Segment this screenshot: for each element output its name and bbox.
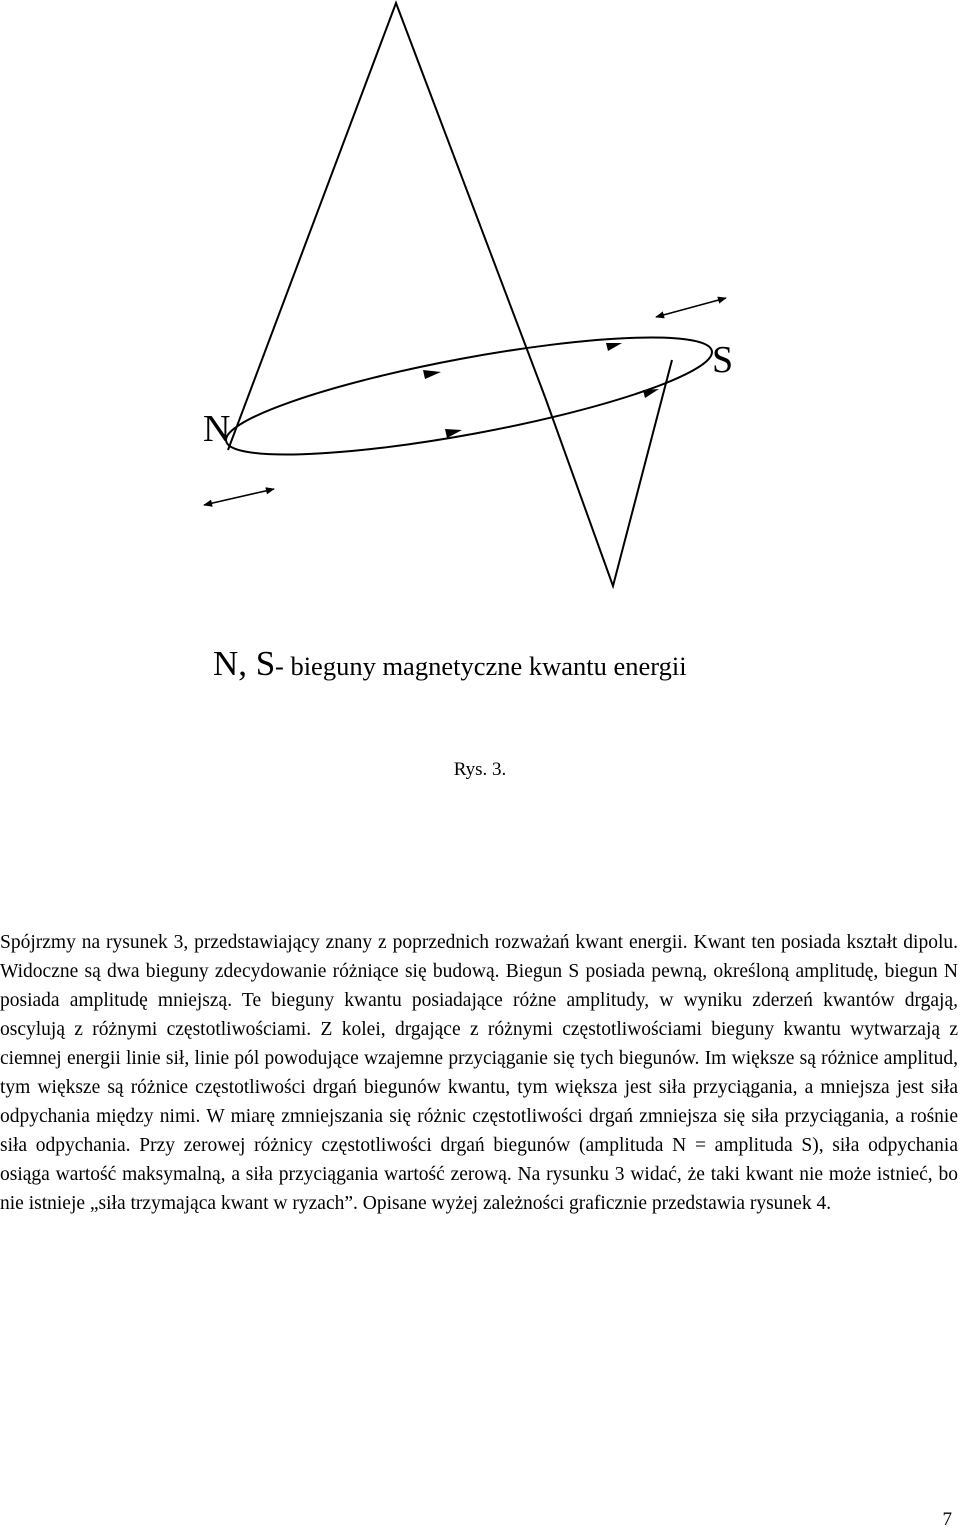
flow-arrow-lower-right [643,389,659,398]
dipole-ellipse [219,314,719,479]
figure-caption: Rys. 3. [453,759,507,780]
oscillation-arrow-s [656,298,726,317]
flow-arrow-upper-right [606,343,622,351]
upper-cone-outline [228,3,545,450]
dipole-figure [0,0,960,720]
legend-poles: N, S [213,644,276,683]
legend-text: - bieguny magnetyczne kwantu energii [275,651,687,681]
body-paragraph: Spójrzmy na rysunek 3, przedstawiający znany z poprzednich rozważań kwant energii. Kwant ten posiada kształt dipolu. Widoczne są dwa bieguny zdecydowanie różniące się budową. Biegun S posiada pewną, określoną amplitudę, biegun N posiada amplitudę mniejszą. Te bieguny kwantu posiadające różne amplitudy, w wyniku zderzeń kwantów drgają, oscylują z różnymi częstotliwościami. Z kolei, drgające z różnymi częstotliwościami bieguny kwantu wytwarzają z ciemnej energii linie sił, linie pól powodujące wzajemne przyciąganie się tych biegunów. Im większe są różnice amplitud, tym większe są różnice częstotliwości drgań biegunów kwantu, tym większa jest siła przyciągania, a mniejsza jest siła odpychania między nimi. W miarę zmniejszania się różnic częstotliwości drgań zmniejsza się siła przyciągania, a rośnie siła odpychania. Przy zerowej różnicy częstotliwości drgań biegunów (amplituda N = amplituda S), siła odpychania osiąga wartość maksymalną, a siła przyciągania wartość zerową. Na rysunku 3 widać, że taki kwant nie może istnieć, bo nie istnieje „siła trzymająca kwant w ryzach”. Opisane wyżej zależności graficznie przedstawia rysunek 4. [0,932,958,1214]
lower-cone-outline [545,360,672,586]
flow-arrow-upper-left [423,370,441,379]
pole-s-label: S [712,339,734,381]
pole-n-label: N [203,408,231,450]
oscillation-arrow-n [204,489,274,505]
page-number: 7 [942,1509,952,1530]
